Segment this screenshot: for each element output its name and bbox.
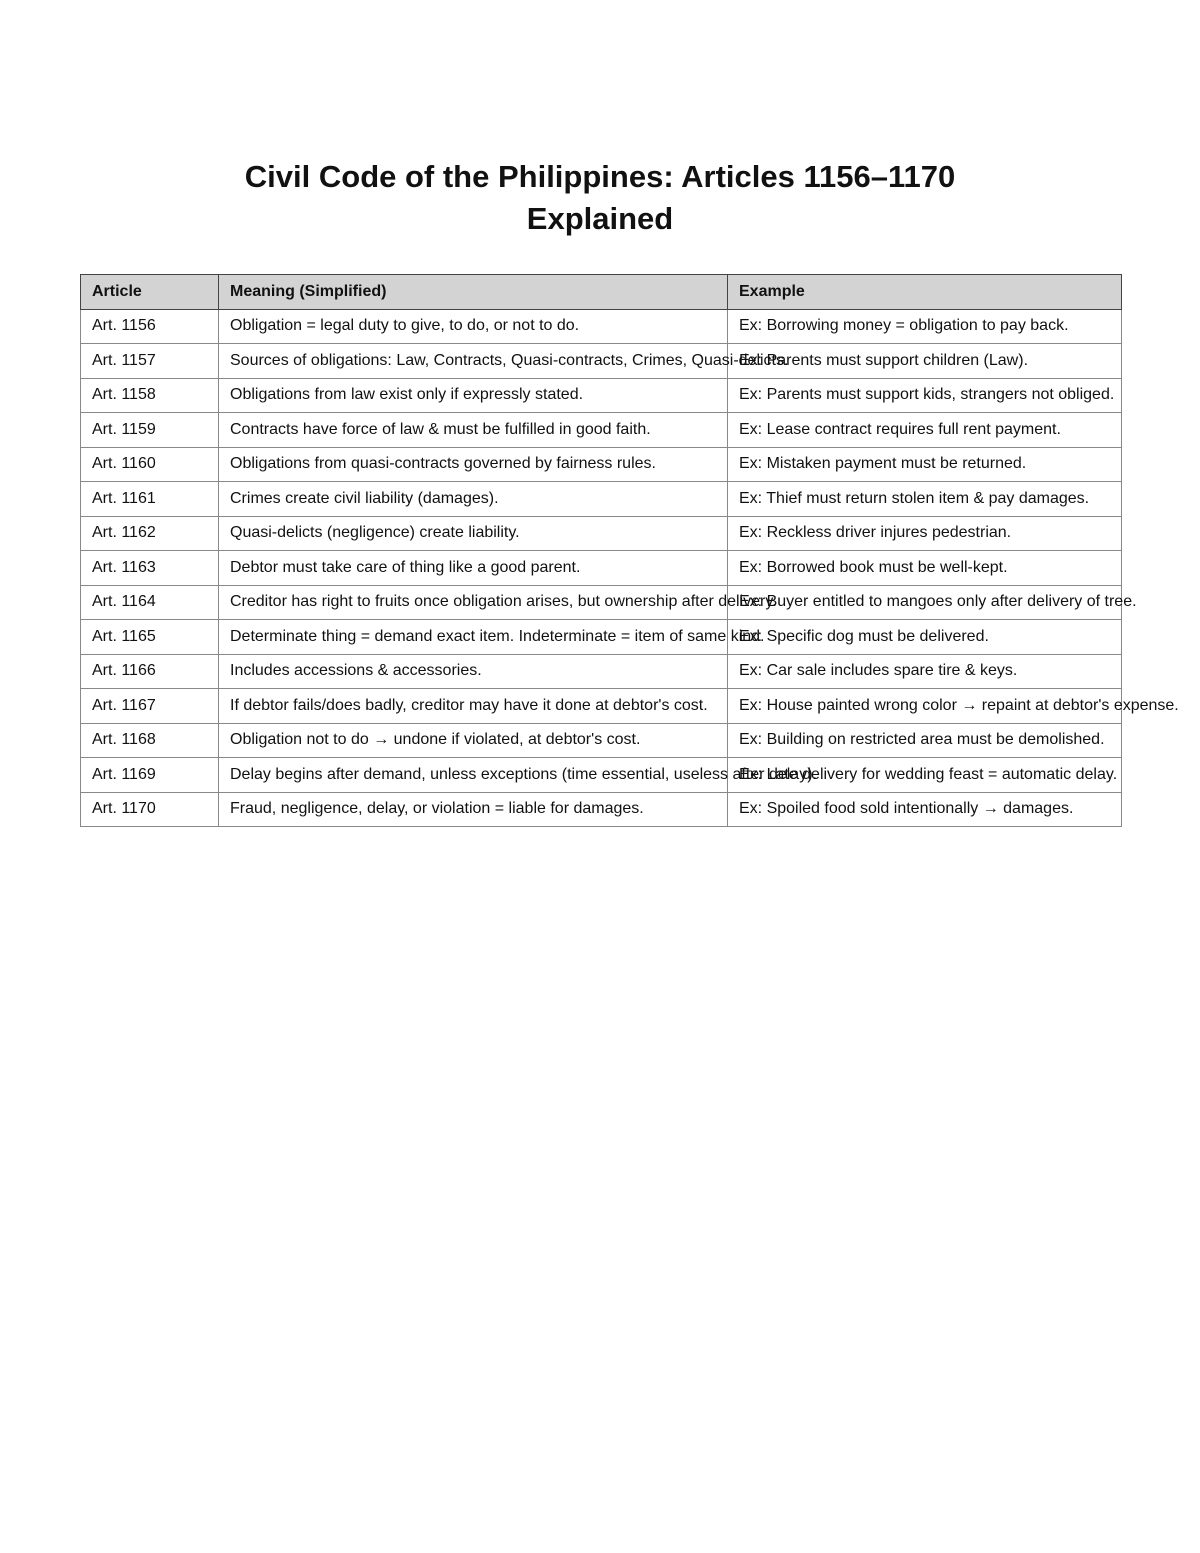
table-row (81, 585, 1122, 620)
meaning-cell: Obligations from quasi-contracts governed by fairness rules. (219, 447, 728, 482)
article-cell: Art. 1168 (81, 723, 219, 758)
example-cell: Ex: Late delivery for wedding feast = automatic delay. (728, 758, 1122, 793)
article-cell: Art. 1164 (81, 585, 219, 620)
meaning-cell: Debtor must take care of thing like a good parent. (219, 551, 728, 586)
article-cell: Art. 1158 (81, 378, 219, 413)
example-cell: Ex: Reckless driver injures pedestrian. (728, 516, 1122, 551)
meaning-cell: Sources of obligations: Law, Contracts, Quasi-contracts, Crimes, Quasi-delicts. (219, 344, 728, 379)
article-cell: Art. 1161 (81, 482, 219, 517)
meaning-cell: Quasi-delicts (negligence) create liability. (219, 516, 728, 551)
example-cell: Ex: Lease contract requires full rent payment. (728, 413, 1122, 448)
example-cell: Ex: Car sale includes spare tire & keys. (728, 654, 1122, 689)
example-cell: Ex: Specific dog must be delivered. (728, 620, 1122, 655)
meaning-cell: Delay begins after demand, unless exceptions (time essential, useless after delay). (219, 758, 728, 793)
table-row (81, 792, 1122, 827)
title-line-1: Civil Code of the Philippines: Articles 1156–1170 (244, 159, 956, 194)
meaning-cell: Includes accessions & accessories. (219, 654, 728, 689)
table-row (81, 689, 1122, 724)
header-example: Example (728, 275, 1122, 310)
article-cell: Art. 1162 (81, 516, 219, 551)
meaning-cell: Contracts have force of law & must be fulfilled in good faith. (219, 413, 728, 448)
table-row (81, 758, 1122, 793)
example-cell: Ex: Spoiled food sold intentionally → damages. (728, 792, 1122, 827)
example-cell: Ex: Building on restricted area must be demolished. (728, 723, 1122, 758)
article-cell: Art. 1167 (81, 689, 219, 724)
table-row (81, 482, 1122, 517)
article-cell: Art. 1170 (81, 792, 219, 827)
example-cell: Ex: Borrowed book must be well-kept. (728, 551, 1122, 586)
table-row (81, 551, 1122, 586)
table-row (81, 447, 1122, 482)
table-row (81, 413, 1122, 448)
table-row (81, 309, 1122, 344)
table-header-row (81, 275, 1122, 310)
table-row (81, 723, 1122, 758)
meaning-cell: Obligation not to do → undone if violated, at debtor's cost. (219, 723, 728, 758)
article-cell: Art. 1157 (81, 344, 219, 379)
document-title (0, 156, 1200, 240)
meaning-cell: Fraud, negligence, delay, or violation = liable for damages. (219, 792, 728, 827)
table-row (81, 620, 1122, 655)
article-cell: Art. 1156 (81, 309, 219, 344)
article-cell: Art. 1169 (81, 758, 219, 793)
meaning-cell: Obligations from law exist only if expressly stated. (219, 378, 728, 413)
meaning-cell: Obligation = legal duty to give, to do, or not to do. (219, 309, 728, 344)
title-line-2: Explained (526, 201, 674, 236)
article-cell: Art. 1163 (81, 551, 219, 586)
meaning-cell: If debtor fails/does badly, creditor may have it done at debtor's cost. (219, 689, 728, 724)
table-row (81, 344, 1122, 379)
table-row (81, 378, 1122, 413)
header-meaning: Meaning (Simplified) (219, 275, 728, 310)
example-cell: Ex: Borrowing money = obligation to pay back. (728, 309, 1122, 344)
table-row (81, 654, 1122, 689)
article-cell: Art. 1159 (81, 413, 219, 448)
meaning-cell: Determinate thing = demand exact item. Indeterminate = item of same kind. (219, 620, 728, 655)
example-cell: Ex: Mistaken payment must be returned. (728, 447, 1122, 482)
header-article: Article (81, 275, 219, 310)
articles-table (80, 274, 1179, 827)
article-cell: Art. 1160 (81, 447, 219, 482)
example-cell: Ex: Buyer entitled to mangoes only after delivery of tree. (728, 585, 1122, 620)
example-cell: Ex: Parents must support children (Law). (728, 344, 1122, 379)
article-cell: Art. 1165 (81, 620, 219, 655)
article-cell: Art. 1166 (81, 654, 219, 689)
table-row (81, 516, 1122, 551)
meaning-cell: Creditor has right to fruits once obligation arises, but ownership after delivery. (219, 585, 728, 620)
example-cell: Ex: Parents must support kids, strangers not obliged. (728, 378, 1122, 413)
example-cell: Ex: Thief must return stolen item & pay damages. (728, 482, 1122, 517)
meaning-cell: Crimes create civil liability (damages). (219, 482, 728, 517)
example-cell: Ex: House painted wrong color → repaint at debtor's expense. (728, 689, 1122, 724)
